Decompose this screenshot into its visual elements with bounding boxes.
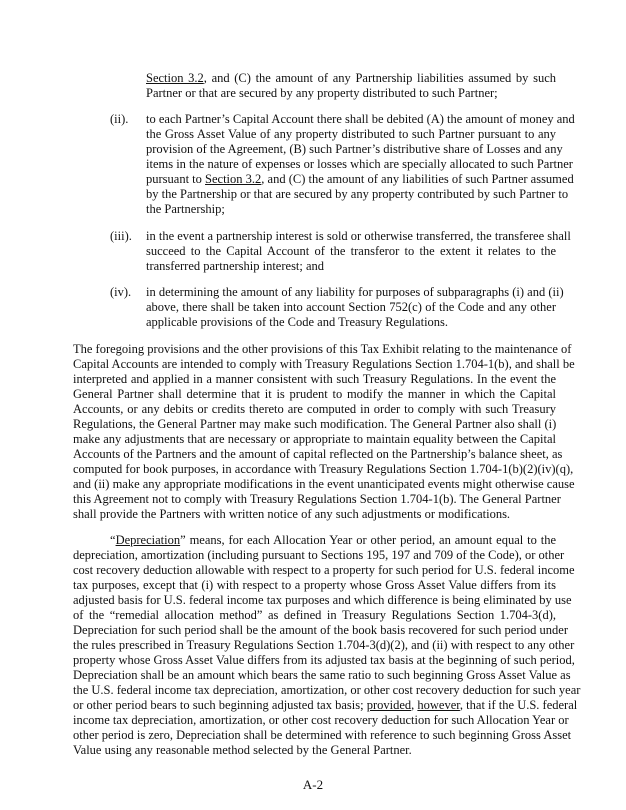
depreciation-line: income tax depreciation, amortization, or other cost recovery deduction for such Allocation Year or (73, 713, 569, 727)
foregoing-line: this Agreement not to comply with Treasury Regulations Section 1.704-1(b). The General Partner (73, 492, 561, 506)
item-ii-line-3: provision of the Agreement, (B) such Partner’s distributive share of Losses and any (146, 142, 563, 156)
item-iii-line-3: transferred partnership interest; and (146, 259, 325, 273)
depreciation-line: of the “remedial allocation method” as defined in Treasury Regulations Section 1.704-3(d), (73, 608, 556, 622)
depreciation-line: the rules prescribed in Treasury Regulations Section 1.704-3(d)(2), and (ii) with respect to any other (73, 638, 575, 652)
item-ii-line-7: the Partnership; (146, 202, 225, 216)
foregoing-line: and (ii) make any appropriate modifications in the event unanticipated events might otherwise cause (73, 477, 575, 491)
item-iii-line-1: in the event a partnership interest is sold or otherwise transferred, the transferee shall (146, 229, 571, 243)
item-ii-line-4: items in the nature of expenses or losses which are specially allocated to such Partner (146, 157, 573, 171)
underlined-term: however (417, 698, 460, 712)
foregoing-line: Accounts, or any debits or credits thereto are computed in order to comply with such Treasury (73, 402, 556, 416)
depreciation-line: the U.S. federal income tax depreciation, amortization, or other cost recovery deduction for such year (73, 683, 581, 697)
depreciation-line: adjusted basis for U.S. federal income tax purposes and which difference is being eliminated by use (73, 593, 572, 607)
underlined-term: provided (366, 698, 412, 712)
item-iv-line-3: applicable provisions of the Code and Treasury Regulations. (146, 315, 449, 329)
opening-line-1: Section 3.2, and (C) the amount of any Partnership liabilities assumed by such (146, 71, 556, 85)
depreciation-line: property whose Gross Asset Value differs from its adjusted tax basis at the beginning of such period, (73, 653, 575, 667)
foregoing-line: Accounts of the Partners and the amount of capital reflected on the Partnership’s balance sheet, as (73, 447, 563, 461)
depreciation-line: Depreciation for such period shall be the amount of the book basis recovered for such period under (73, 623, 568, 637)
depreciation-line: depreciation, amortization (including pursuant to Sections 195, 197 and 709 of the Code), or other (73, 548, 565, 562)
item-iv-line-2: above, there shall be taken into account Section 752(c) of the Code and any other (146, 300, 556, 314)
foregoing-line: Regulations, the General Partner may make such modification. The General Partner also shall (i) (73, 417, 557, 431)
depreciation-line: Depreciation shall be an amount which bears the same ratio to such beginning Gross Asset Value as (73, 668, 571, 682)
item-iii-line-2: succeed to the Capital Account of the transferor to the extent it relates to the (146, 244, 556, 258)
foregoing-line: General Partner shall determine that it is prudent to modify the manner in which the Capital (73, 387, 556, 401)
underlined-term: Section 3.2 (205, 172, 262, 186)
item-iv-line-1: in determining the amount of any liability for purposes of subparagraphs (i) and (ii) (146, 285, 564, 299)
foregoing-line: Capital Accounts are intended to comply with Treasury Regulations Section 1.704-1(b), and shall be (73, 357, 575, 371)
item-marker: (ii). (110, 112, 129, 126)
depreciation-line: “Depreciation” means, for each Allocation Year or other period, an amount equal to the (110, 533, 556, 547)
depreciation-line: cost recovery deduction allowable with respect to a property for such period for U.S. federal income (73, 563, 575, 577)
foregoing-line: computed for book purposes, in accordance with Treasury Regulations Section 1.704-1(b)(2)(iv)(q), (73, 462, 574, 476)
foregoing-line: The foregoing provisions and the other provisions of this Tax Exhibit relating to the maintenance of (73, 342, 572, 356)
page-number: A-2 (302, 777, 324, 792)
depreciation-line: Value using any reasonable method selected by the General Partner. (73, 743, 412, 757)
item-marker: (iv). (110, 285, 132, 299)
depreciation-line: tax purposes, except that (i) with respect to a property whose Gross Asset Value differs from its (73, 578, 556, 592)
depreciation-line: other period is zero, Depreciation shall be determined with reference to such beginning Gross Asset (73, 728, 572, 742)
item-marker: (iii). (110, 229, 132, 243)
foregoing-line: interpreted and applied in a manner consistent with such Treasury Regulations. In the event the (73, 372, 556, 386)
foregoing-line: shall provide the Partners with written notice of any such adjustments or modifications. (73, 507, 511, 521)
item-ii-line-2: the Gross Asset Value of any property distributed to such Partner pursuant to any (146, 127, 556, 141)
item-ii-line-5: pursuant to Section 3.2, and (C) the amount of any liabilities of such Partner assumed (146, 172, 574, 186)
item-ii-line-1: to each Partner’s Capital Account there shall be debited (A) the amount of money and (146, 112, 575, 126)
foregoing-line: make any adjustments that are necessary or appropriate to maintain equality between the Capital (73, 432, 556, 446)
section-reference: Section 3.2 (146, 71, 204, 85)
depreciation-line: or other period bears to such beginning adjusted tax basis; provided, however, that if the U.S. federal (73, 698, 578, 712)
item-ii-line-6: by the Partnership or that are secured by any property contributed by such Partner to (146, 187, 569, 201)
underlined-term: Depreciation (115, 533, 181, 547)
opening-line-2: Partner or that are secured by any property distributed to such Partner; (146, 86, 498, 100)
